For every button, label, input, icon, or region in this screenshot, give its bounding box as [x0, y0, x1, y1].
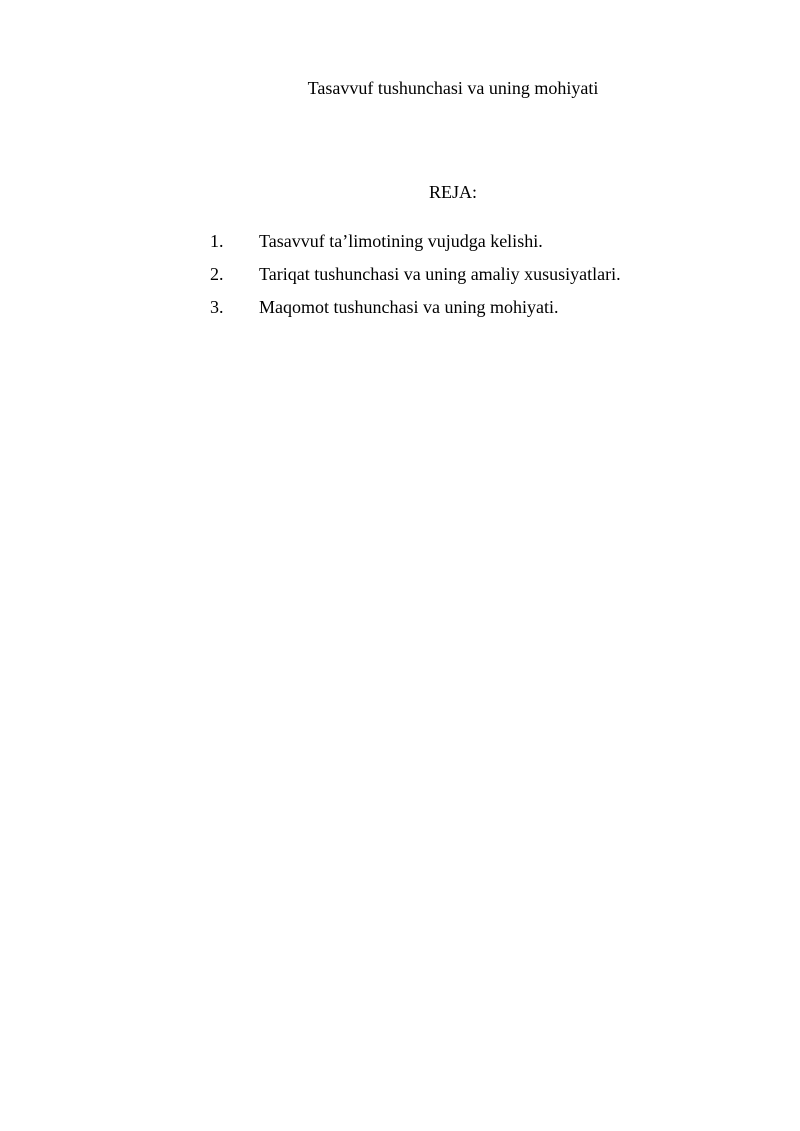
- plan-item-text: Maqomot tushunchasi va uning mohiyati.: [259, 297, 559, 317]
- plan-item-text: Tariqat tushunchasi va uning amaliy xususiyatlari.: [259, 264, 621, 284]
- plan-item-number: 3.: [210, 297, 224, 317]
- plan-item-number: 2.: [210, 264, 224, 284]
- plan-item-number: 1.: [210, 231, 224, 251]
- plan-heading: REJA:: [428, 182, 477, 202]
- document-title: Tasavvuf tushunchasi va uning mohiyati: [307, 78, 599, 98]
- plan-item-text: Tasavvuf ta’limotining vujudga kelishi.: [259, 231, 543, 251]
